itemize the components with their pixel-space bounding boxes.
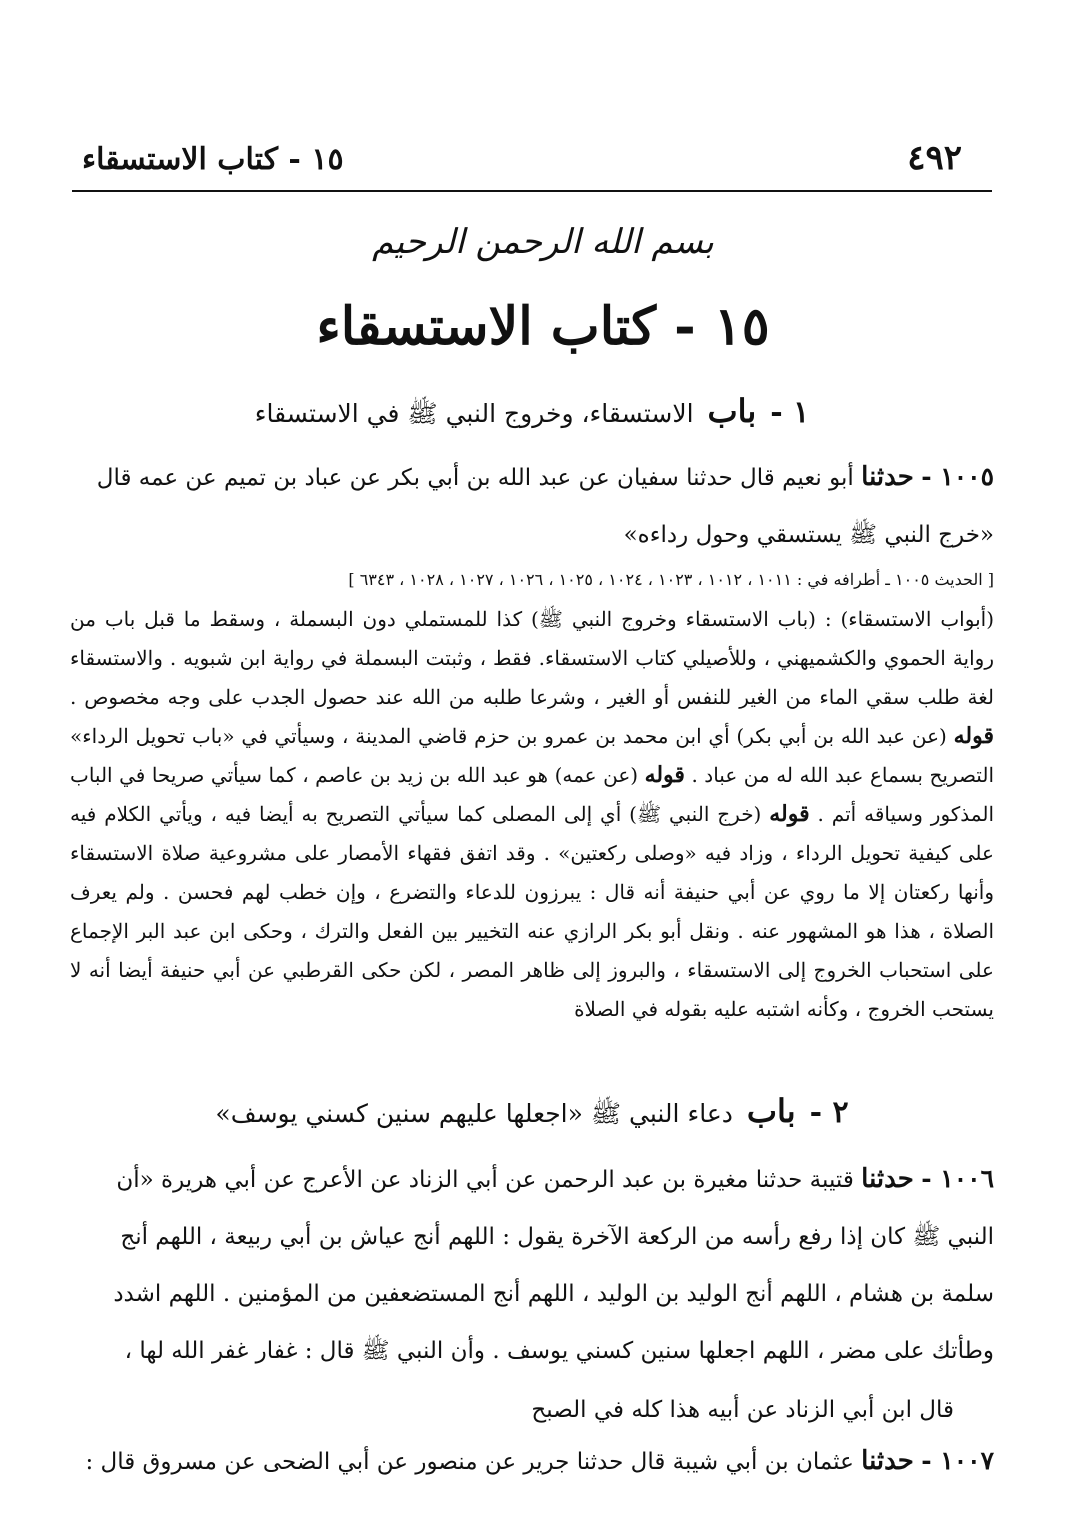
hadith-text: عثمان بن أبي شيبة قال حدثنا جرير عن منصور عن أبي الضحى عن مسروق قال : bbox=[85, 1449, 854, 1475]
hadith-number: ١٠٠٥ - bbox=[921, 462, 994, 491]
bab-title: دعاء النبي ﷺ «اجعلها عليهم سنين كسني يوسف» bbox=[215, 1099, 733, 1128]
bab-number: ١ - bbox=[770, 395, 810, 430]
hadith-number: ١٠٠٧ - bbox=[921, 1446, 994, 1475]
qawluhu-keyword: قوله bbox=[644, 762, 685, 788]
haddathana: حدثنا bbox=[861, 1164, 914, 1194]
running-title: ١٥ - كتاب الاستسقاء bbox=[82, 142, 344, 177]
bab-2-heading bbox=[70, 1092, 994, 1135]
hadith-references: [ الحديث ١٠٠٥ ـ أطرافه في : ١٠١١ ، ١٠١٢ ، ١٠٢٣ ، ١٠٢٤ ، ١٠٢٥ ، ١٠٢٦ ، ١٠٢٧ ، ١٠٢٨ ، ٦٣٤٣ ] bbox=[348, 570, 994, 589]
page-number: ٤٩٢ bbox=[907, 138, 962, 178]
hadith-number: ١٠٠٦ - bbox=[921, 1164, 994, 1193]
hadith-1006 bbox=[70, 1150, 994, 1382]
hadith-1007 bbox=[70, 1432, 994, 1492]
bab-title: الاستسقاء، وخروج النبي ﷺ في الاستسقاء bbox=[254, 399, 694, 428]
qawluhu-keyword: قوله bbox=[953, 723, 994, 749]
hadith-text: قتيبة حدثنا مغيرة بن عبد الرحمن عن أبي الزناد عن الأعرج عن أبي هريرة «أن النبي ﷺ كان إذا رفع رأسه من الركعة الآخرة يقول : اللهم أنج عياش بن أبي ربيعة ، اللهم أنج سلمة بن هشام ، اللهم أنج الوليد بن الوليد ، اللهم أنج المستضعفين من المؤمنين . اللهم اشدد وطأتك على مضر ، اللهم اجعلها سنين كسني يوسف . وأن النبي ﷺ قال : غفار غفر الله لها ، bbox=[113, 1167, 994, 1364]
basmala: بسم الله الرحمن الرحيم bbox=[372, 222, 714, 262]
commentary-part: (أبواب الاستسقاء) : (باب الاستسقاء وخروج النبي ﷺ) كذا للمستملي دون البسملة ، وسقط ما قبل باب من رواية الحموي والكشميهني ، وللأصيلي كتاب الاستسقاء. فقط ، وثبتت البسملة في رواية ابن شبويه . والاستسقاء لغة طلب سقي الماء من الغير للنفس أو الغير ، وشرعا طلبه من الله عند حصول الجدب على وجه مخصوص . bbox=[70, 607, 994, 709]
commentary-part: (عن عمه) هو عبد الله بن زيد بن عاصم ، كما سيأتي صريحا في الباب المذكور وسياقه أتم . bbox=[70, 763, 994, 826]
bab-word: باب bbox=[707, 392, 757, 430]
qawluhu-keyword: قوله bbox=[769, 801, 810, 827]
header-rule bbox=[72, 190, 992, 192]
commentary-part: (خرج النبي ﷺ) أي إلى المصلى كما سيأتي التصريح به أيضا فيه ، ويأتي الكلام فيه على كيفية تحويل الرداء ، وزاد فيه «وصلى ركعتين» . وقد اتفق فقهاء الأمصار على مشروعية صلاة الاستسقاء وأنها ركعتان إلا ما روي عن أبي حنيفة أنه قال : يبرزون للدعاء والتضرع ، وإن خطب لهم فحسن . ولم يعرف الصلاة ، هذا هو المشهور عنه . ونقل أبو بكر الرازي عنه التخيير بين الفعل والترك ، وحكى ابن عبد البر الإجماع على استحباب الخروج إلى الاستسقاء ، والبروز إلى ظاهر المصر ، لكن حكى القرطبي عن أبي حنيفة أيضا أنه لا يستحب الخروج ، وكأنه اشتبه عليه بقوله في الصلاة bbox=[70, 802, 994, 1021]
haddathana: حدثنا bbox=[861, 462, 914, 492]
commentary-part: (عن عبد الله بن أبي بكر) أي ابن محمد بن عمرو بن حزم قاضي المدينة ، وسيأتي في «باب تحويل الرداء» التصريح بسماع عبد الله له من عباد . bbox=[70, 724, 994, 787]
hadith-note: قال ابن أبي الزناد عن أبيه هذا كله في الصبح bbox=[531, 1397, 954, 1423]
bab-word: باب bbox=[746, 1092, 796, 1130]
bab-1-heading bbox=[70, 392, 994, 435]
bab-number: ٢ - bbox=[809, 1095, 849, 1130]
hadith-1005 bbox=[70, 448, 994, 564]
haddathana: حدثنا bbox=[861, 1446, 914, 1476]
hadith-text: أبو نعيم قال حدثنا سفيان عن عبد الله بن أبي بكر عن عباد بن تميم عن عمه قال «خرج النبي ﷺ يستسقي وحول رداءه» bbox=[96, 465, 994, 548]
commentary bbox=[70, 600, 994, 1060]
book-title: ١٥ - كتاب الاستسقاء bbox=[316, 296, 770, 357]
